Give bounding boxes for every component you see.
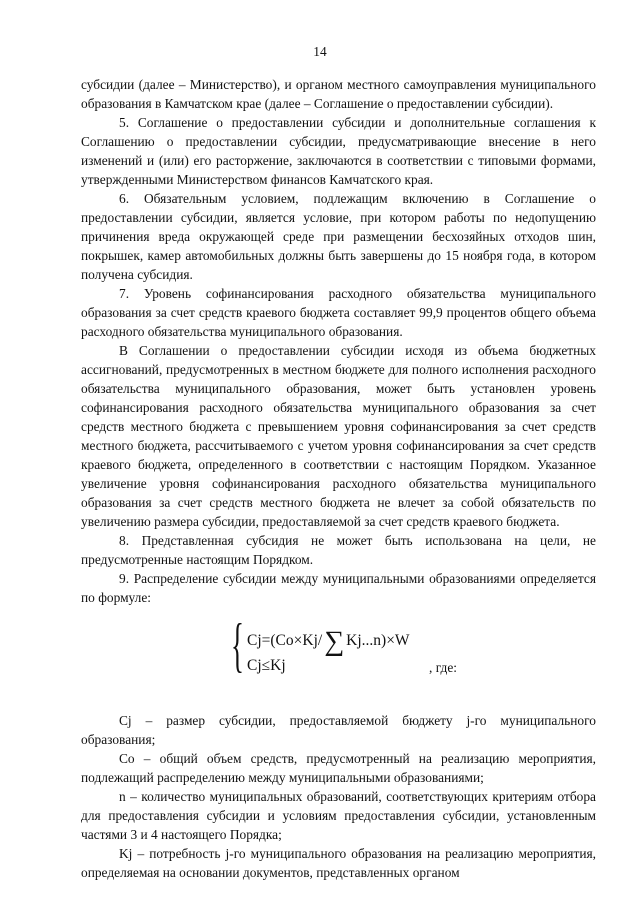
formula-brace: { — [231, 612, 244, 678]
definition-cj: Cj – размер субсидии, предоставляемой бюджету j-го муниципального образования; — [81, 713, 596, 747]
definition-kj: Kj – потребность j-го муниципального образования на реализацию мероприятия, определяемая на основании документов, представленных органом — [81, 846, 596, 880]
formula-line-1-left: Cj=(Co×Kj/ — [247, 632, 323, 649]
page-number: 14 — [313, 44, 327, 59]
paragraph-7: 7. Уровень софинансирования расходного обязательства муниципального образования за счет средств краевого бюджета составляет 99,9 процентов общего объема расходного обязательства муниципального образования. — [81, 286, 596, 339]
distribution-formula — [81, 612, 596, 703]
document-body — [81, 75, 596, 882]
paragraph-6: 6. Обязательным условием, подлежащим включению в Соглашение о предоставлении субсидии, является условие, при котором работы по недопущению причинения вреда окружающей среде при размещении бесхозяйных отходов шин, покрышек, камер автомобильных должны быть завершены до 15 ноября года, в котором получена субсидия. — [81, 191, 596, 282]
formula-line-1 — [247, 626, 410, 657]
definitions — [81, 711, 596, 882]
paragraph-9: 9. Распределение субсидии между муниципальными образованиями определяется по формуле: — [81, 571, 596, 605]
paragraph-5: 5. Соглашение о предоставлении субсидии и дополнительные соглашения к Соглашению о предоставлении субсидии, предусматривающие внесение в него изменений и (или) его расторжение, заключаются в соответствии с типовыми формами, утвержденными Министерством финансов Камчатского края. — [81, 115, 596, 187]
paragraph-8: 8. Представленная субсидия не может быть использована на цели, не предусмотренные настоящим Порядком. — [81, 533, 596, 567]
paragraph-continuation: субсидии (далее – Министерство), и органом местного самоуправления муниципального образования в Камчатском крае (далее – Соглашение о предоставлении субсидии). — [81, 77, 596, 111]
formula-line-2: Cj≤Kj — [247, 657, 286, 674]
sum-sign: ∑ — [324, 626, 345, 657]
formula-where: , где: — [429, 660, 457, 675]
formula-line-1-right: Kj...n)×W — [346, 632, 410, 649]
paragraph-cofinancing: В Соглашении о предоставлении субсидии исходя из объема бюджетных ассигнований, предусмотренных в местном бюджете для полного исполнения расходного обязательства муниципального образования, может быть установлен уровень софинансирования расходного обязательства муниципального образования за счет средств местного бюджета с превышением уровня софинансирования за счет средств местного бюджета, рассчитываемого с учетом уровня софинансирования за счет средств краевого бюджета, определенного в соответствии с настоящим Порядком. Указанное увеличение уровня софинансирования расходного обязательства муниципального образования за счет средств местного бюджета не влечет за собой обязательств по увеличению размера субсидии, предоставляемой за счет средств краевого бюджета. — [81, 343, 596, 529]
definition-co: Co – общий объем средств, предусмотренный на реализацию мероприятия, подлежащий распределению между муниципальными образованиями; — [81, 751, 596, 785]
definition-n: n – количество муниципальных образований, соответствующих критериям отбора для предоставления субсидии и условиям предоставления субсидии, установленным частями 3 и 4 настоящего Порядка; — [81, 789, 596, 842]
